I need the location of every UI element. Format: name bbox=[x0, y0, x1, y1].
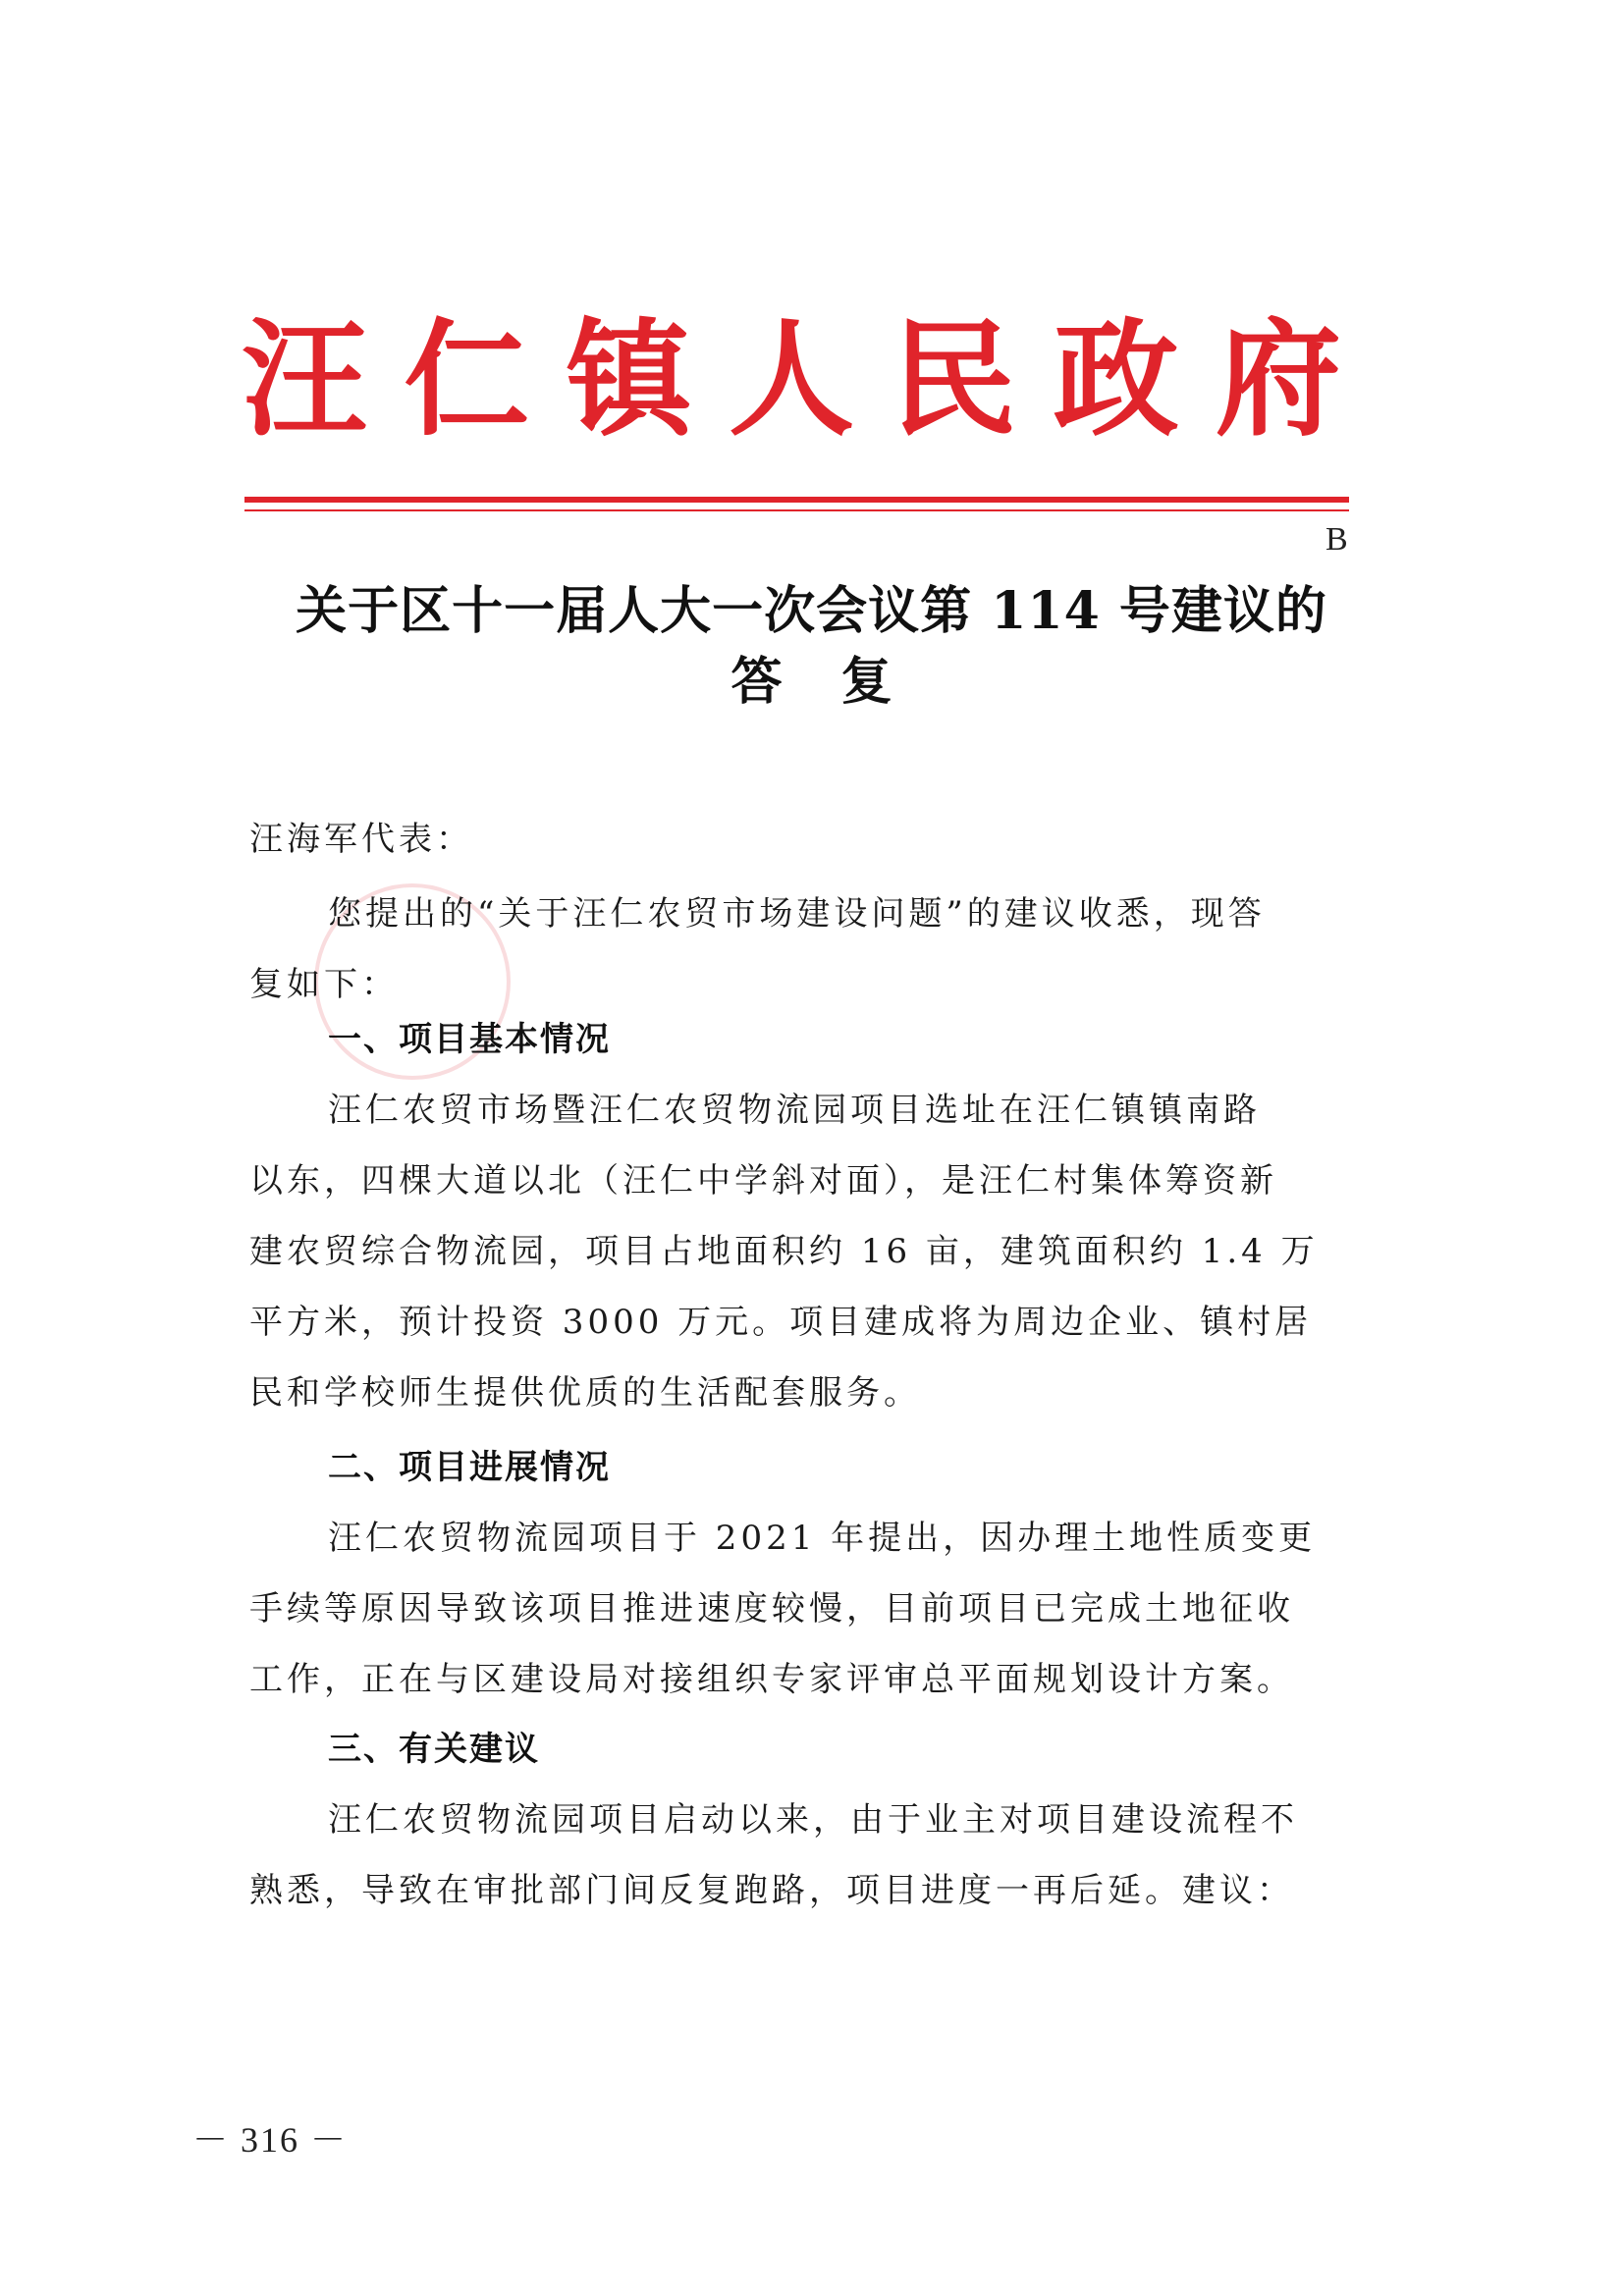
masthead-char: 仁 bbox=[404, 306, 530, 454]
paragraph-line: 汪仁农贸物流园项目于 2021 年提出，因办理土地性质变更 bbox=[328, 1519, 1317, 1558]
document-level-mark: B bbox=[1325, 521, 1348, 558]
paragraph-line: 平方米，预计投资 3000 万元。项目建成将为周边企业、镇村居 bbox=[249, 1303, 1313, 1342]
masthead-char: 府 bbox=[1215, 306, 1341, 454]
paragraph-line: 汪仁农贸市场暨汪仁农贸物流园项目选址在汪仁镇镇南路 bbox=[328, 1091, 1261, 1130]
paragraph-line: 汪仁农贸物流园项目启动以来，由于业主对项目建设流程不 bbox=[328, 1800, 1298, 1840]
intro-line: 您提出的“关于汪仁农贸市场建设问题”的建议收悉，现答 bbox=[328, 894, 1266, 934]
masthead-char: 人 bbox=[728, 306, 854, 454]
title-char: 复 bbox=[840, 652, 893, 712]
title-char: 答 bbox=[730, 652, 783, 712]
masthead-title bbox=[242, 306, 1341, 454]
document-title-line-2 bbox=[0, 648, 1623, 717]
masthead-char: 民 bbox=[891, 306, 1017, 454]
masthead-char: 镇 bbox=[566, 306, 692, 454]
document-title-line-1: 关于区十一届人大一次会议第 114 号建议的 bbox=[296, 581, 1327, 641]
paragraph-line: 熟悉，导致在审批部门间反复跑路，项目进度一再后延。建议： bbox=[249, 1871, 1294, 1910]
salutation: 汪海军代表： bbox=[249, 820, 473, 859]
intro-line: 复如下： bbox=[249, 965, 399, 1004]
paragraph-line: 以东，四棵大道以北（汪仁中学斜对面），是汪仁村集体筹资新 bbox=[249, 1161, 1277, 1201]
masthead-char: 汪 bbox=[242, 306, 368, 454]
paragraph-line: 工作，正在与区建设局对接组织专家评审总平面规划设计方案。 bbox=[249, 1660, 1294, 1699]
page-number: － 316 － bbox=[192, 2120, 349, 2160]
section-heading: 一、项目基本情况 bbox=[328, 1020, 611, 1059]
section-heading: 二、项目进展情况 bbox=[328, 1448, 611, 1487]
red-divider-thin bbox=[244, 509, 1349, 511]
masthead-char: 政 bbox=[1053, 306, 1179, 454]
red-divider-thick bbox=[244, 497, 1349, 503]
paragraph-line: 手续等原因导致该项目推进速度较慢，目前项目已完成土地征收 bbox=[249, 1589, 1294, 1629]
paragraph-line: 建农贸综合物流园，项目占地面积约 16 亩，建筑面积约 1.4 万 bbox=[249, 1232, 1319, 1271]
section-heading: 三、有关建议 bbox=[328, 1730, 540, 1769]
paragraph-line: 民和学校师生提供优质的生活配套服务。 bbox=[249, 1373, 921, 1413]
